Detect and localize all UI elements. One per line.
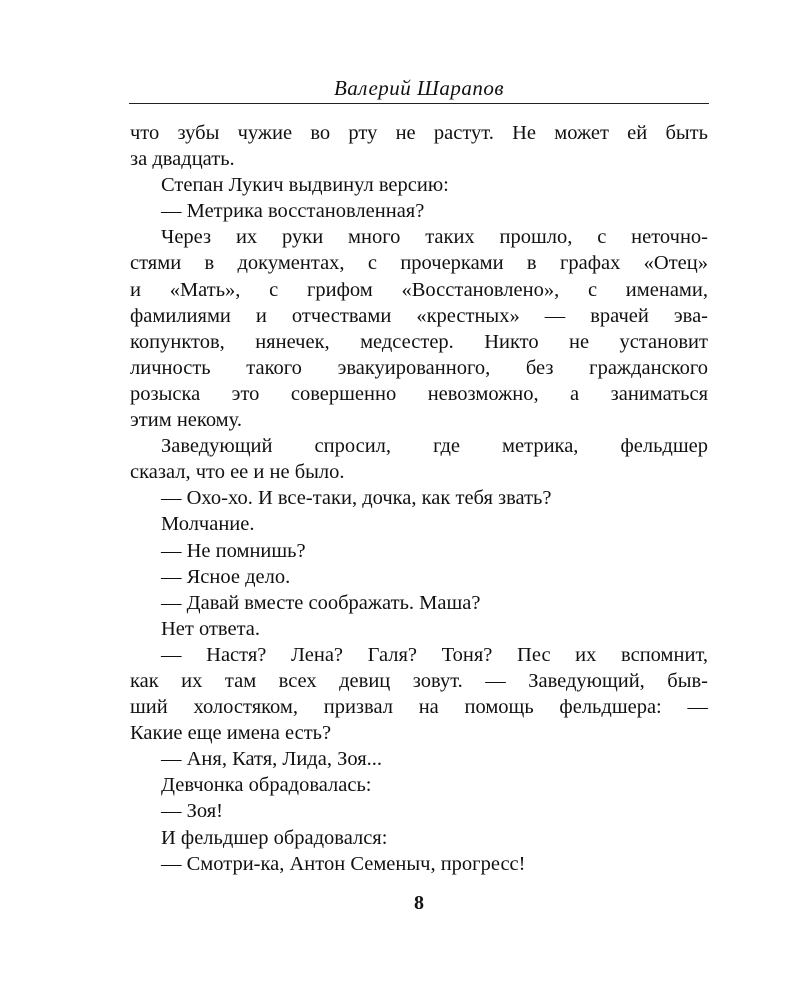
text-line: что зубы чужие во рту не растут. Не может ей быть <box>130 122 708 144</box>
text-line: — Охо-хо. И все-таки, дочка, как тебя звать? <box>161 487 552 510</box>
text-line: Нет ответа. <box>161 617 261 640</box>
text-line: И фельдшер обрадовался: <box>161 826 388 849</box>
text-line: — Настя? Лена? Галя? Тоня? Пес их вспомнит, <box>161 643 708 666</box>
text-line: Заведующий спросил, где метрика, фельдшер <box>161 435 708 458</box>
text-line: — Зоя! <box>161 800 224 823</box>
text-line: — Смотри-ка, Антон Семеныч, прогресс! <box>161 852 526 875</box>
text-line: стями в документах, с прочерками в графах «Отец» <box>130 252 708 275</box>
text-line: этим некому. <box>130 409 242 432</box>
text-line: личность такого эвакуированного, без гражданского <box>130 356 708 379</box>
text-line: Девчонка обрадовалась: <box>161 774 372 797</box>
text-line: — Не помнишь? <box>161 539 306 562</box>
text-line: — Метрика восстановленная? <box>161 200 425 223</box>
text-line: как их там всех девиц зовут. — Заведующий, быв- <box>130 669 708 692</box>
text-line: — Ясное дело. <box>161 565 291 588</box>
text-line: за двадцать. <box>130 148 235 171</box>
text-line: Какие еще имена есть? <box>130 722 332 745</box>
text-line: и «Мать», с грифом «Восстановлено», с именами, <box>130 278 708 301</box>
text-line: Молчание. <box>161 513 255 536</box>
text-line: фамилиями и отчествами «крестных» — врачей эва- <box>130 304 708 327</box>
text-line: ший холостяком, призвал на помощь фельдшера: — <box>130 696 708 719</box>
page-number: 8 <box>414 892 424 914</box>
running-head: Валерий Шарапов <box>333 76 505 100</box>
text-line: сказал, что ее и не было. <box>130 461 345 484</box>
text-line: розыска это совершенно невозможно, а заниматься <box>130 382 708 405</box>
text-line: Через их руки много таких прошло, с неточно- <box>161 226 708 249</box>
text-line: копунктов, нянечек, медсестер. Никто не установит <box>130 330 708 353</box>
text-line: — Давай вместе соображать. Маша? <box>161 591 481 614</box>
text-line: Степан Лукич выдвинул версию: <box>161 174 449 197</box>
header-rule <box>129 103 709 104</box>
text-line: — Аня, Катя, Лида, Зоя... <box>161 748 383 771</box>
body-text <box>130 120 708 877</box>
